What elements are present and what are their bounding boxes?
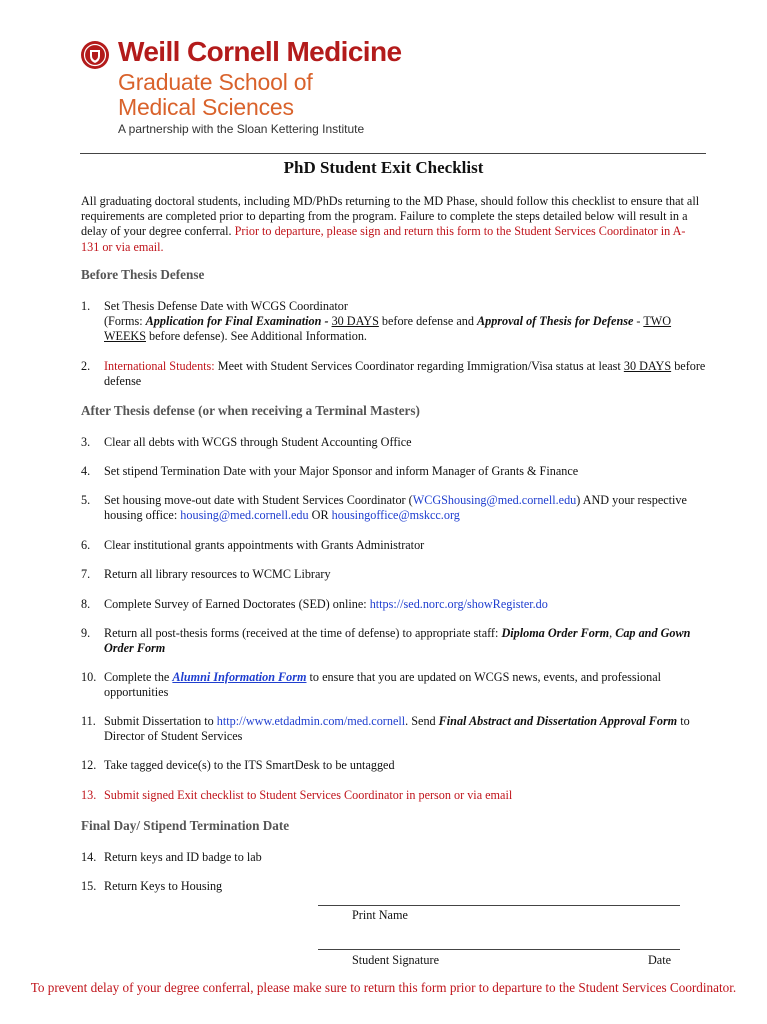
- item-text: Clear institutional grants appointments with Grants Administrator: [104, 538, 425, 552]
- item-text: Set housing move-out date with Student Services Coordinator (: [104, 493, 413, 507]
- print-name-label: Print Name: [352, 908, 408, 922]
- item-text: Return all library resources to WCMC Library: [104, 567, 331, 581]
- form-name: Final Abstract and Dissertation Approval Form: [438, 714, 678, 728]
- item-text: to Director of Student Services: [104, 714, 690, 744]
- email-link-mskcc-housing[interactable]: housingoffice@mskcc.org: [331, 508, 460, 523]
- item-text: Return all post-thesis forms (received at the time of defense) to appropriate staff:: [104, 626, 502, 640]
- item-text: Complete the: [104, 670, 173, 684]
- logo-subtitle-1: Graduate School of: [118, 69, 313, 95]
- item-text: Return Keys to Housing: [104, 879, 223, 893]
- item-text: before defense and: [378, 314, 477, 329]
- institution-logo: [80, 36, 410, 136]
- logo-title: Weill Cornell Medicine: [118, 36, 402, 67]
- etdadmin-link[interactable]: http://www.etdadmin.com/med.cornell: [216, 714, 406, 728]
- item-text: Set Thesis Defense Date with WCGS Coordinator: [104, 299, 348, 313]
- item-text: Submit Dissertation to: [104, 714, 217, 728]
- signature-line[interactable]: [318, 949, 680, 950]
- item-text: Submit signed Exit checklist to Student Services Coordinator in person or via email: [104, 788, 513, 802]
- header-divider: [80, 153, 706, 154]
- email-link-wcgs-housing[interactable]: WCGShousing@med.cornell.edu: [412, 493, 577, 507]
- intro-highlight: Prior to departure, please sign and return this form to the Student Services Coordinator in A-131 or via email.: [81, 224, 686, 254]
- item-text: Take tagged device(s) to the ITS SmartDesk to be untagged: [104, 758, 395, 772]
- intro-text: All graduating doctoral students, including MD/PhDs returning to the MD Phase, should follow this checklist to ensure that all requirements are completed prior to departing from the program. Failure to complete the steps detailed below will result in a delay of your degree conferral.: [81, 194, 700, 239]
- item-number: 14.: [81, 850, 97, 864]
- item-number: 2.: [81, 359, 91, 373]
- item-text: Return keys and ID badge to lab: [104, 850, 262, 864]
- item-number: 1.: [81, 299, 91, 313]
- section-heading-before-defense: Before Thesis Defense: [81, 267, 205, 282]
- form-name: Approval of Thesis for Defense: [476, 314, 634, 329]
- item-text: ) AND your respective housing office:: [104, 493, 687, 523]
- logo-subtitle-2: Medical Sciences: [118, 94, 294, 120]
- form-name: Diploma Order Form: [501, 626, 610, 640]
- student-signature-label: Student Signature: [352, 953, 439, 967]
- item-number: 3.: [81, 435, 91, 449]
- item-number: 8.: [81, 597, 91, 611]
- item-text: before defense: [104, 359, 706, 389]
- intro-paragraph: [81, 194, 701, 255]
- item-text: Clear all debts with WCGS through Student Accounting Office: [104, 435, 412, 449]
- item-number: 10.: [81, 670, 97, 684]
- item-text: -: [633, 314, 644, 329]
- sed-survey-link[interactable]: https://sed.norc.org/showRegister.do: [369, 597, 548, 611]
- alumni-form-link[interactable]: Alumni Information Form: [172, 670, 307, 684]
- section-heading-after-defense: After Thesis defense (or when receiving a Terminal Masters): [81, 403, 420, 418]
- item-text: . Send: [405, 714, 439, 728]
- deadline: TWO WEEKS: [104, 314, 672, 344]
- deadline: 30 DAYS: [623, 359, 672, 373]
- item-text: ,: [609, 626, 616, 640]
- item-number: 11.: [81, 714, 96, 728]
- item-text: Complete Survey of Earned Doctorates (SED) online:: [104, 597, 370, 611]
- item-number: 4.: [81, 464, 91, 478]
- item-number: 7.: [81, 567, 91, 581]
- email-link-housing[interactable]: housing@med.cornell.edu: [180, 508, 309, 523]
- international-label: International Students:: [104, 359, 215, 373]
- item-number: 13.: [81, 788, 97, 802]
- deadline: 30 DAYS: [331, 314, 379, 329]
- item-text: before defense). See Additional Information.: [145, 329, 367, 344]
- footer-notice: To prevent delay of your degree conferral, please make sure to return this form prior to departure to the Student Services Coordinator.: [30, 980, 737, 995]
- date-label: Date: [648, 953, 672, 967]
- item-text: (Forms:: [104, 314, 146, 329]
- item-text: OR: [308, 508, 332, 523]
- item-number: 6.: [81, 538, 91, 552]
- item-text: Meet with Student Services Coordinator regarding Immigration/Visa status at least: [214, 359, 624, 373]
- logo-tagline: A partnership with the Sloan Kettering Institute: [118, 122, 365, 136]
- cornell-seal-icon: [80, 40, 110, 70]
- section-heading-final-day: Final Day/ Stipend Termination Date: [81, 818, 290, 833]
- item-number: 12.: [81, 758, 97, 772]
- item-text: Set stipend Termination Date with your Major Sponsor and inform Manager of Grants & Finance: [104, 464, 579, 478]
- form-name: Application for Final Examination -: [145, 314, 332, 329]
- item-number: 9.: [81, 626, 91, 640]
- item-number: 15.: [81, 879, 97, 893]
- item-text: to ensure that you are updated on WCGS news, events, and professional opportunities: [104, 670, 661, 700]
- form-name: Cap and Gown Order Form: [104, 626, 691, 656]
- item-number: 5.: [81, 493, 91, 507]
- print-name-line[interactable]: [318, 905, 680, 906]
- page-title: PhD Student Exit Checklist: [283, 158, 484, 177]
